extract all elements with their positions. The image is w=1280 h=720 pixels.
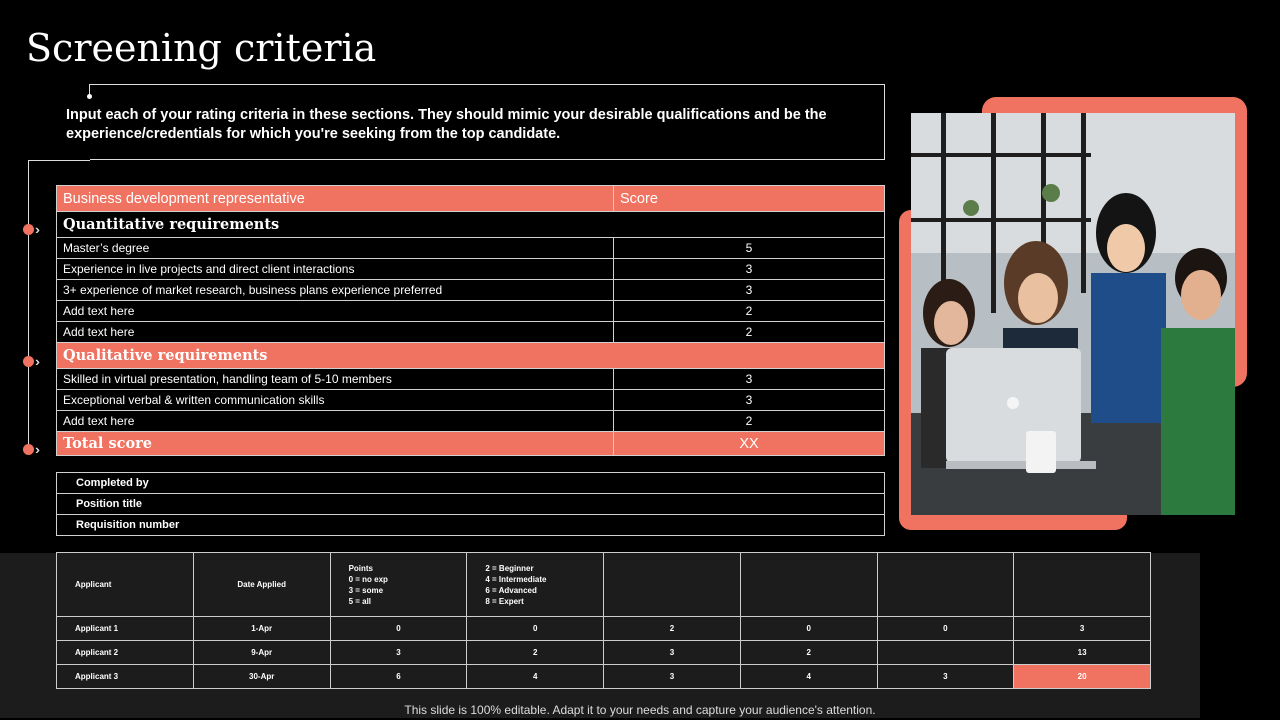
criterion-label: Add text here — [57, 301, 614, 322]
applicant-header-row — [57, 553, 1151, 617]
table-row — [57, 369, 885, 390]
table-row — [57, 280, 885, 301]
applicant-score: 0 — [467, 617, 604, 641]
criterion-score: 3 — [614, 259, 885, 280]
applicant-score: 6 — [330, 665, 467, 689]
page-title: Screening criteria — [26, 26, 377, 70]
applicant-score: 4 — [740, 665, 877, 689]
legend-item: 8 = Expert — [485, 596, 524, 606]
table-row — [57, 301, 885, 322]
table-row — [57, 322, 885, 343]
team-photo-illustration — [911, 113, 1235, 515]
total-label: Total score — [57, 432, 614, 456]
applicant-name: Applicant 3 — [57, 665, 194, 689]
criterion-score: 2 — [614, 322, 885, 343]
intro-text: Input each of your rating criteria in these sections. They should mimic your desirable qualifications and be the experience/credentials for which you're seeking from the top candidate. — [66, 107, 827, 142]
applicant-total: 13 — [1014, 641, 1151, 665]
table-row — [57, 473, 885, 494]
criterion-score: 3 — [614, 369, 885, 390]
applicant-name: Applicant 2 — [57, 641, 194, 665]
applicant-score: 0 — [330, 617, 467, 641]
criterion-label: Add text here — [57, 322, 614, 343]
legend-item: 5 = all — [348, 596, 372, 606]
table-row — [57, 259, 885, 280]
chevron-right-icon: ››› — [35, 222, 36, 237]
quantitative-bullet-icon — [23, 224, 34, 235]
total-value: XX — [614, 432, 885, 456]
applicant-score: 3 — [604, 641, 741, 665]
criterion-score: 3 — [614, 390, 885, 411]
table-row — [57, 494, 885, 515]
applicant-score: 3 — [877, 665, 1014, 689]
empty-header-cell — [604, 553, 741, 617]
completed-by-label: Completed by — [57, 473, 885, 494]
criteria-table — [56, 185, 885, 456]
score-header: Score — [614, 186, 885, 212]
legend-item: 3 = some — [348, 585, 384, 595]
level-legend-cell — [467, 553, 604, 617]
table-row — [57, 390, 885, 411]
applicant-total: 20 — [1014, 665, 1151, 689]
quantitative-section-row — [57, 212, 885, 238]
applicant-date: 9-Apr — [193, 641, 330, 665]
date-applied-header: Date Applied — [193, 553, 330, 617]
qualitative-bullet-icon — [23, 356, 34, 367]
criterion-score: 2 — [614, 301, 885, 322]
table-row — [57, 515, 885, 536]
applicant-score: 2 — [604, 617, 741, 641]
applicant-row — [57, 641, 1151, 665]
criterion-label: Experience in live projects and direct client interactions — [57, 259, 614, 280]
applicant-total: 3 — [1014, 617, 1151, 641]
connector-line-vertical — [28, 160, 29, 452]
applicant-score: 2 — [467, 641, 604, 665]
chevron-right-icon: ››› — [35, 354, 36, 369]
applicant-score: 0 — [877, 617, 1014, 641]
intro-tick — [89, 84, 90, 96]
criterion-score: 2 — [614, 411, 885, 432]
legend-item: 0 = no exp — [348, 574, 388, 584]
empty-header-cell — [740, 553, 877, 617]
points-title: Points — [348, 563, 374, 573]
team-photo — [911, 113, 1235, 515]
applicant-score: 3 — [330, 641, 467, 665]
applicant-name: Applicant 1 — [57, 617, 194, 641]
criterion-label: 3+ experience of market research, business plans experience preferred — [57, 280, 614, 301]
criterion-score: 5 — [614, 238, 885, 259]
table-row — [57, 238, 885, 259]
chevron-right-icon: ››› — [35, 442, 36, 457]
applicant-score: 3 — [604, 665, 741, 689]
legend-item: 6 = Advanced — [485, 585, 537, 595]
level-legend — [467, 563, 603, 607]
criterion-label: Exceptional verbal & written communication skills — [57, 390, 614, 411]
applicant-score: 4 — [467, 665, 604, 689]
applicant-table — [56, 552, 1151, 689]
applicant-score: 0 — [740, 617, 877, 641]
criterion-label: Master’s degree — [57, 238, 614, 259]
qualitative-title: Qualitative requirements — [57, 343, 885, 369]
table-row — [57, 411, 885, 432]
qualitative-section-row — [57, 343, 885, 369]
applicant-header: Applicant — [57, 553, 194, 617]
total-bullet-icon — [23, 444, 34, 455]
applicant-score: 2 — [740, 641, 877, 665]
connector-line-horizontal — [28, 160, 90, 161]
points-legend — [331, 563, 467, 607]
points-legend-cell — [330, 553, 467, 617]
criterion-label: Skilled in virtual presentation, handling team of 5-10 members — [57, 369, 614, 390]
requisition-number-label: Requisition number — [57, 515, 885, 536]
applicant-row — [57, 617, 1151, 641]
applicant-row — [57, 665, 1151, 689]
applicant-date: 30-Apr — [193, 665, 330, 689]
criterion-label: Add text here — [57, 411, 614, 432]
criteria-header-row — [57, 186, 885, 212]
quantitative-title: Quantitative requirements — [57, 212, 885, 238]
empty-header-cell — [877, 553, 1014, 617]
legend-item: 2 = Beginner — [485, 563, 534, 573]
applicant-score — [877, 641, 1014, 665]
legend-item: 4 = Intermediate — [485, 574, 547, 584]
position-title-label: Position title — [57, 494, 885, 515]
total-row — [57, 432, 885, 456]
applicant-date: 1-Apr — [193, 617, 330, 641]
footer-note: This slide is 100% editable. Adapt it to your needs and capture your audience's attention. — [404, 703, 876, 717]
completion-table — [56, 472, 885, 536]
empty-header-cell — [1014, 553, 1151, 617]
criterion-score: 3 — [614, 280, 885, 301]
role-header: Business development representative — [57, 186, 614, 212]
